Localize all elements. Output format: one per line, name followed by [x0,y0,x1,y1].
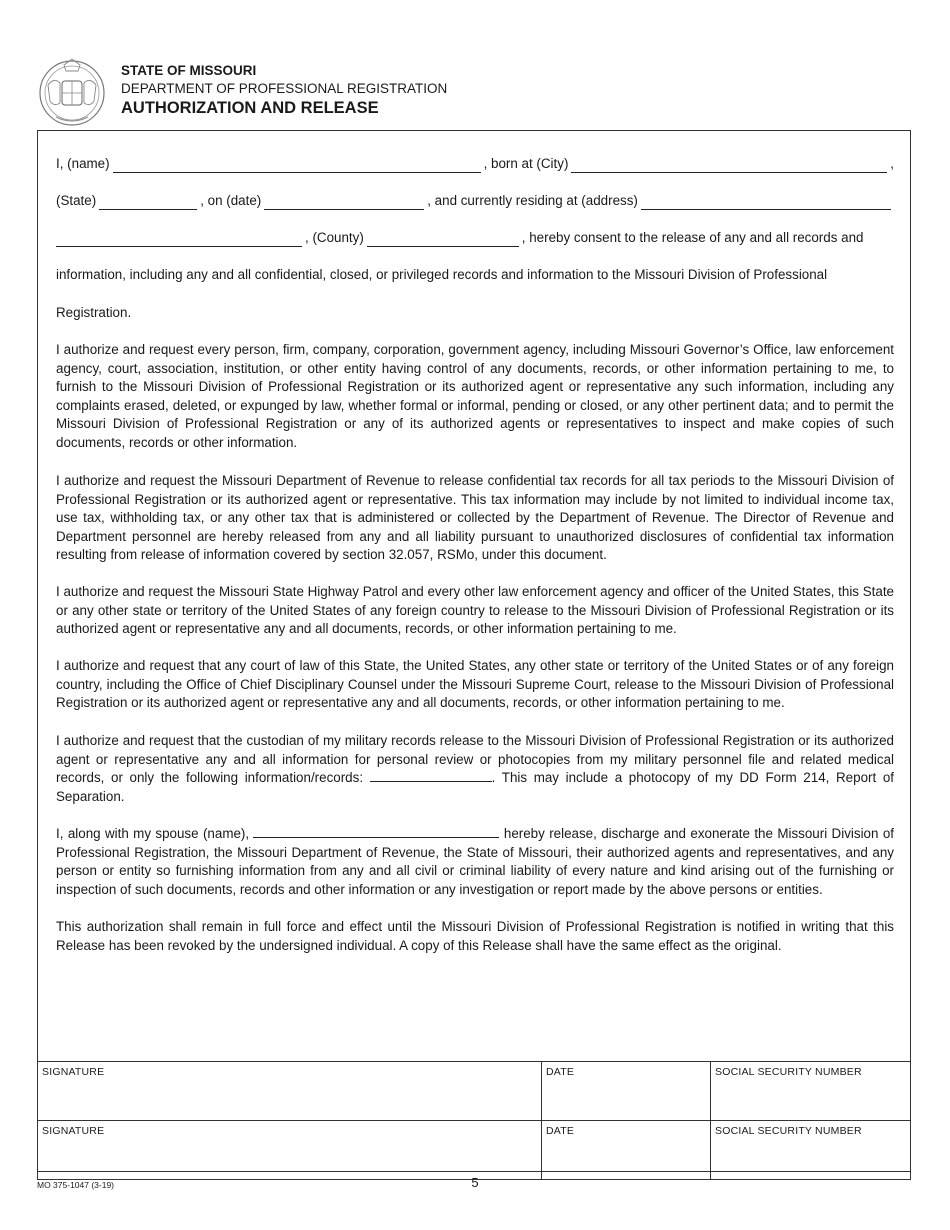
name-field[interactable] [113,160,481,173]
paragraph-revenue-release: I authorize and request the Missouri Department of Revenue to release confidential tax records for all tax periods to the Missouri Division of Professional Registration or its authorized agent or representative. This tax information may include by not limited to individual income tax, use tax, withholding tax, or any other tax that is administered or collected by the Department of Revenue. The Director of Revenue and Department personnel are hereby released from any and all liability pursuant to unauthorized disclosures of confidential tax information resulting from release of information covered by section 32.057, RSMo, under this document. [56,473,894,563]
ssn-label: SOCIAL SECURITY NUMBER [715,1066,862,1078]
address-label: , and currently residing at (address) [427,193,638,208]
signature-row [38,1121,911,1180]
page-number: 5 [471,1175,479,1190]
military-text-b: . This may include a photocopy of my DD Form 214, Report of Separation. [56,770,894,804]
date-label: DATE [546,1125,575,1137]
spouse-text-a: I, along with my spouse (name), [56,826,254,841]
department-name: DEPARTMENT OF PROFESSIONAL REGISTRATION [121,81,448,96]
spouse-text-b: hereby release, discharge and exonerate the Missouri Division of Professional Registration, the Missouri Department of Revenue, the State of Missouri, their authorized agents and representatives, and any person or entity so furnishing information from any and all civil or criminal liability of every nature and kind arising out of the furnishing or inspection of such documents, records and other information or any investigation or report made by the above persons or entities. [56,826,894,897]
date-label: , on (date) [200,193,262,208]
born-city-label: , born at (City) [483,156,569,171]
consent-end-text: Registration. [56,305,132,320]
signature-table [37,1061,911,1180]
address-field[interactable] [641,197,891,210]
line-end-comma: , [890,156,894,171]
name-label: I, (name) [56,156,110,171]
state-seal-icon [38,55,106,129]
paragraph-spouse-release [56,825,894,899]
state-name: STATE OF MISSOURI [121,63,257,78]
paragraph-court-release: I authorize and request that any court of law of this State, the United States, any other state or territory of the United States or of any foreign country, including the Office of Chief Disciplinary Counsel under the Missouri Supreme Court, release to the Missouri Division of Professional Registration or its authorized agent or representative any and all documents, records, or other information pertaining to me. [56,658,894,711]
signature-row [38,1062,911,1121]
form-title: AUTHORIZATION AND RELEASE [121,99,379,117]
state-date-address-row [56,192,894,210]
ssn-cell[interactable] [711,1062,911,1121]
ssn-cell[interactable] [711,1121,911,1180]
paragraph-authorization-duration: This authorization shall remain in full force and effect until the Missouri Division of Professional Registration is notified in writing that this Release has been revoked by the undersigned individual. A copy of this Release shall have the same effect as the original. [56,919,894,953]
military-text-a: I authorize and request that the custodian of my military records release to the Missouri Division of Professional Registration or its authorized agent or representative any and all information for personal review or photocopies from my military personnel file and related medical records, or only the following information/records: [56,733,894,786]
date-label: DATE [546,1066,575,1078]
military-records-field[interactable] [370,769,492,782]
consent-continued-line [56,266,894,284]
paragraph-military-release [56,732,894,806]
city-field[interactable] [571,160,887,173]
address-continued-field[interactable] [56,234,302,247]
name-city-row [56,155,894,173]
form-header [121,62,447,119]
state-label: (State) [56,193,97,208]
county-label: , (County) [305,230,364,245]
form-frame [37,130,911,1172]
address-county-row [56,229,894,247]
signature-label: SIGNATURE [42,1125,105,1137]
date-cell[interactable] [542,1121,711,1180]
state-field[interactable] [99,197,197,210]
date-cell[interactable] [542,1062,711,1121]
consent-continued-text: information, including any and all confidential, closed, or privileged records and information to the Missouri Division of Professional [56,267,828,282]
signature-cell[interactable] [38,1121,542,1180]
date-field[interactable] [264,197,424,210]
consent-text: , hereby consent to the release of any and all records and [521,230,864,245]
form-number: MO 375-1047 (3-19) [37,1180,115,1190]
county-field[interactable] [367,234,519,247]
ssn-label: SOCIAL SECURITY NUMBER [715,1125,862,1137]
paragraph-general-release: I authorize and request every person, firm, company, corporation, government agency, including Missouri Governor’s Office, law enforcement agency, court, association, institution, or other entity having control of any documents, records, or other information pertaining to me, to furnish to the Missouri Division of Professional Registration or its authorized agent or representative any such information, including any complaints erased, deleted, or expunged by law, whether formal or informal, pending or closed, or any other pertinent data; and to permit the Missouri Division of Professional Registration or any of its authorized agents or representatives to inspect and make copies of such documents, records or other information. [56,342,894,450]
signature-label: SIGNATURE [42,1066,105,1078]
signature-cell[interactable] [38,1062,542,1121]
spouse-name-field[interactable] [253,825,499,838]
consent-end-line [56,304,894,322]
paragraph-highway-patrol-release: I authorize and request the Missouri State Highway Patrol and every other law enforcement agency and officer of the United States, this State or any other state or territory of the United States of any foreign country to release to the Missouri Division of Professional Registration or its authorized agent or representative any and all documents, records, or other information pertaining to me. [56,584,894,637]
